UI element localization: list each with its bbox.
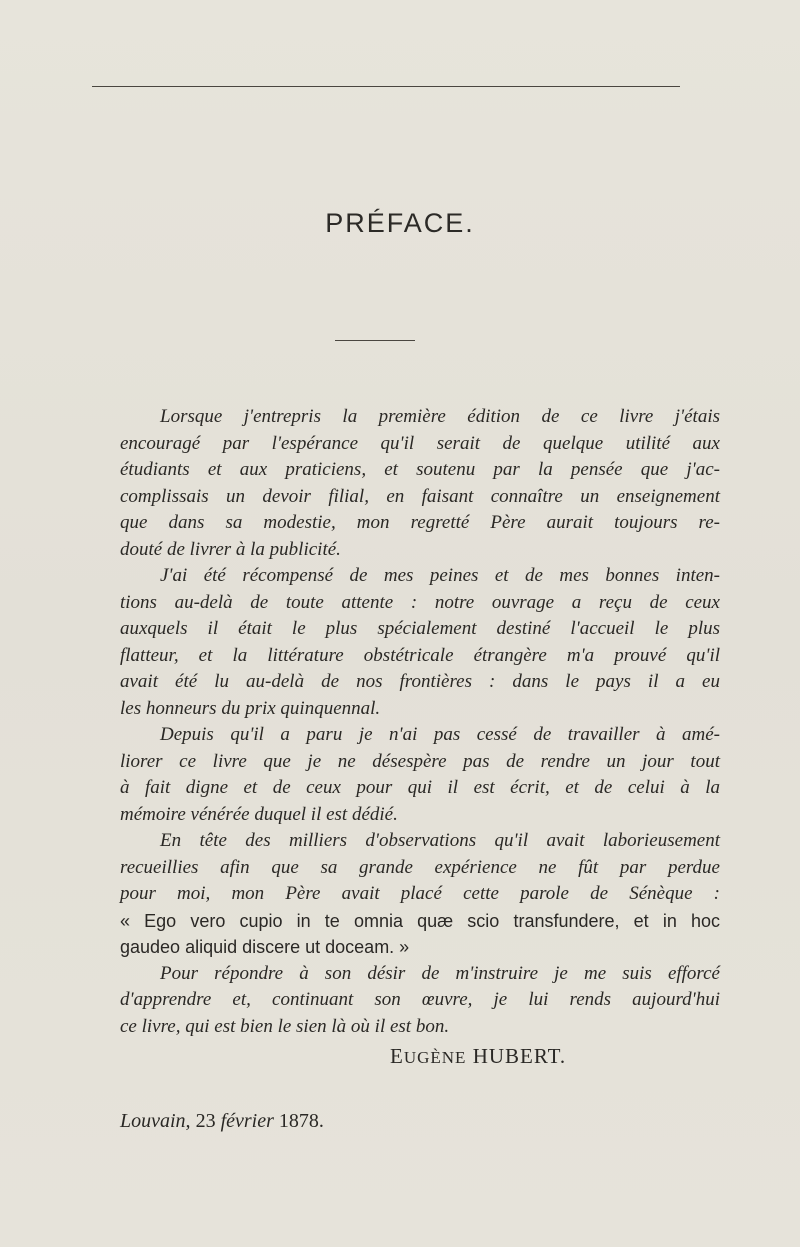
text-line: ce livre, qui est bien le sien là où il est bon. xyxy=(120,1015,450,1037)
page-title: PRÉFACE. xyxy=(325,208,475,238)
text-line: auxquels il était le plus spécialement destiné l'accueil le plus xyxy=(120,618,720,639)
text-line: Pour répondre à son désir de m'instruire je me suis efforcé xyxy=(160,962,720,984)
text-line: En tête des milliers d'observations qu'il avait laborieusement xyxy=(160,830,720,851)
author-signature xyxy=(390,1044,566,1069)
text-line: flatteur, et la littérature obstétricale étrangère m'a prouvé qu'il xyxy=(120,644,720,666)
text-line: Depuis qu'il a paru je n'ai pas cessé de travailler à amé- xyxy=(160,724,720,745)
text-line: d'apprendre et, continuant son œuvre, je lui rends aujourd'hui xyxy=(120,989,720,1010)
text-line: J'ai été récompensé de mes peines et de mes bonnes inten- xyxy=(160,565,720,586)
latin-quote-line: gaudeo aliquid discere ut doceam. » xyxy=(120,937,410,957)
signature-initial: E xyxy=(390,1044,404,1068)
text-line: mémoire vénérée duquel il est dédié. xyxy=(120,803,398,825)
text-line: étudiants et aux praticiens, et soutenu par la pensée que j'ac- xyxy=(120,459,720,480)
text-line: liorer ce livre que je ne désespère pas de rendre un jour tout xyxy=(120,750,720,772)
preface-body xyxy=(120,404,720,1040)
text-line: pour moi, mon Père avait placé cette parole de Sénèque : xyxy=(120,883,720,904)
text-line: les honneurs du prix quinquennal. xyxy=(120,697,381,719)
title-rule xyxy=(335,340,415,341)
date-month: février xyxy=(220,1110,274,1132)
text-line: à fait digne et de ceux pour qui il est écrit, et de celui à la xyxy=(120,777,720,798)
top-rule xyxy=(92,86,680,87)
place: Louvain, xyxy=(120,1110,191,1132)
signature-surname: HUBERT. xyxy=(472,1044,567,1068)
text-line: recueillies afin que sa grande expérience ne fût par perdue xyxy=(120,856,720,878)
signature-firstname-rest: UGÈNE xyxy=(403,1048,467,1067)
text-line: encouragé par l'espérance qu'il serait de quelque utilité aux xyxy=(120,432,720,454)
text-line: avait été lu au-delà de nos frontières : dans le pays il a eu xyxy=(120,671,720,692)
date-year: 1878. xyxy=(278,1110,324,1132)
latin-quote-line: « Ego vero cupio in te omnia quæ scio transfundere, et in hoc xyxy=(120,910,720,931)
date-day: 23 xyxy=(195,1110,216,1132)
text-line: douté de livrer à la publicité. xyxy=(120,538,341,560)
text-line: tions au-delà de toute attente : notre ouvrage a reçu de ceux xyxy=(120,591,720,613)
text-line: complissais un devoir filial, en faisant connaître un enseignement xyxy=(120,485,720,507)
text-line: que dans sa modestie, mon regretté Père aurait toujours re- xyxy=(120,512,720,533)
text-line: Lorsque j'entrepris la première édition de ce livre j'étais xyxy=(160,406,720,427)
place-date xyxy=(120,1110,324,1133)
